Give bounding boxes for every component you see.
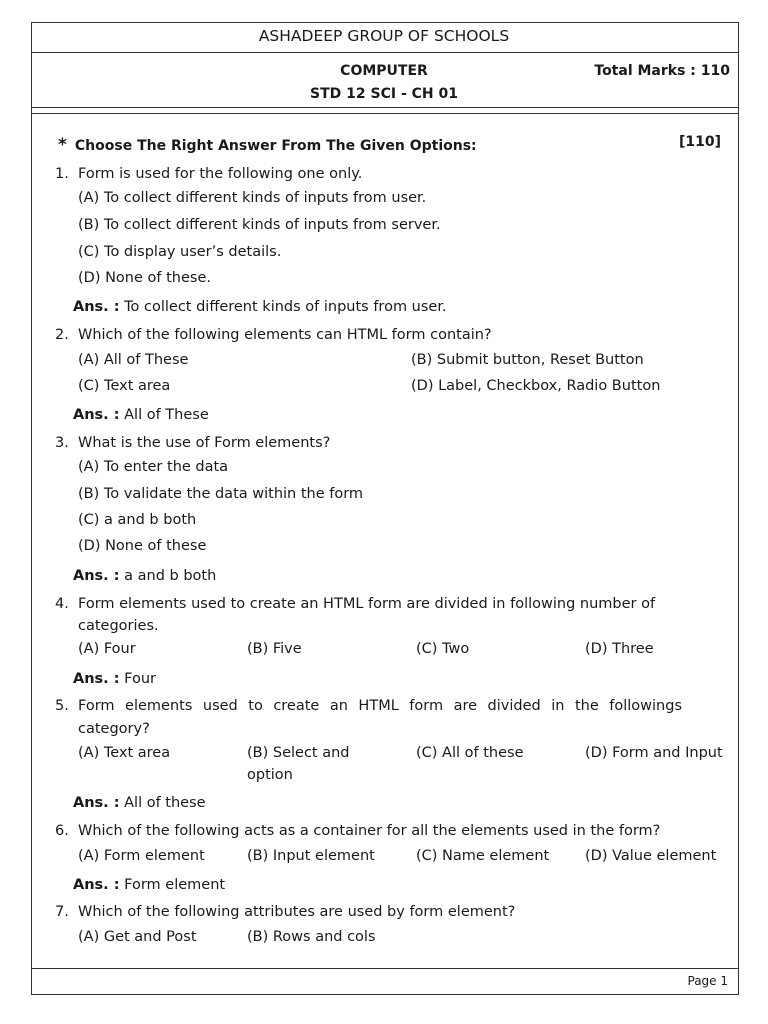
- option-d: (D) None of these.: [78, 270, 211, 286]
- option-a: (A) To collect different kinds of inputs from user.: [78, 190, 427, 206]
- answer-label: Ans. :: [73, 299, 120, 315]
- option-c: (C) All of these: [416, 745, 524, 761]
- answer-line: [73, 407, 209, 423]
- answer-label: Ans. :: [73, 877, 120, 893]
- option-a: (A) Text area: [78, 745, 171, 761]
- option-a: (A) All of These: [78, 352, 189, 368]
- question-number: 2.: [55, 327, 69, 343]
- header-divider-top: [31, 52, 739, 53]
- standard-chapter: STD 12 SCI - CH 01: [310, 86, 458, 102]
- answer-label: Ans. :: [73, 407, 120, 423]
- option-c: (C) Name element: [416, 848, 550, 864]
- question-number: 1.: [55, 166, 69, 182]
- answer-line: [73, 671, 156, 687]
- answer-line: [73, 795, 206, 811]
- option-c: (C) To display user’s details.: [78, 244, 282, 260]
- question-text-line-2: categories.: [78, 618, 159, 634]
- answer-text: All of These: [124, 407, 209, 423]
- question-text: Which of the following attributes are used by form element?: [78, 904, 516, 920]
- answer-line: [73, 568, 216, 584]
- option-b: (B) Submit button, Reset Button: [411, 352, 644, 368]
- option-b: (B) To validate the data within the form: [78, 486, 364, 502]
- answer-text: Four: [124, 671, 156, 687]
- option-b: (B) Five: [247, 641, 302, 657]
- answer-label: Ans. :: [73, 795, 120, 811]
- answer-text: Form element: [124, 877, 226, 893]
- section-marks: [110]: [678, 134, 721, 150]
- question-text: What is the use of Form elements?: [78, 435, 331, 451]
- instruction-heading: [58, 135, 477, 155]
- answer-line: [73, 877, 225, 893]
- answer-text: All of these: [124, 795, 206, 811]
- question-text: Which of the following acts as a container for all the elements used in the form?: [78, 823, 661, 839]
- header-divider-1: [31, 107, 739, 108]
- option-d: (D) Value element: [585, 848, 717, 864]
- question-text-line-1: Form elements used to create an HTML form are divided in the followings: [78, 698, 682, 714]
- option-c: (C) Two: [416, 641, 470, 657]
- option-b: (B) Input element: [247, 848, 375, 864]
- answer-label: Ans. :: [73, 671, 120, 687]
- footer-divider: [31, 968, 739, 969]
- answer-label: Ans. :: [73, 568, 120, 584]
- option-d: (D) None of these: [78, 538, 207, 554]
- page-number: Page 1: [687, 974, 728, 988]
- option-d: (D) Three: [585, 641, 654, 657]
- question-number: 4.: [55, 596, 69, 612]
- question-number: 6.: [55, 823, 69, 839]
- question-number: 7.: [55, 904, 69, 920]
- option-a: (A) To enter the data: [78, 459, 229, 475]
- question-text-line-2: category?: [78, 721, 150, 737]
- option-b: (B) Select and: [247, 745, 350, 761]
- question-text: Form is used for the following one only.: [78, 166, 363, 182]
- subject-title: COMPUTER: [340, 63, 428, 79]
- option-c: (C) a and b both: [78, 512, 197, 528]
- question-text: Which of the following elements can HTML form contain?: [78, 327, 492, 343]
- option-d: (D) Label, Checkbox, Radio Button: [411, 378, 661, 394]
- school-name: ASHADEEP GROUP OF SCHOOLS: [258, 27, 510, 45]
- option-d: (D) Form and Input: [585, 745, 723, 761]
- option-b: (B) To collect different kinds of inputs from server.: [78, 217, 441, 233]
- option-a: (A) Get and Post: [78, 929, 197, 945]
- option-c: (C) Text area: [78, 378, 171, 394]
- question-number: 5.: [55, 698, 69, 714]
- answer-text: To collect different kinds of inputs from user.: [124, 299, 447, 315]
- option-a: (A) Four: [78, 641, 136, 657]
- question-text-line-1: Form elements used to create an HTML form are divided in following number of: [78, 596, 656, 612]
- option-a: (A) Form element: [78, 848, 205, 864]
- answer-text: a and b both: [124, 568, 217, 584]
- instruction-text: Choose The Right Answer From The Given Options:: [74, 138, 477, 154]
- question-number: 3.: [55, 435, 69, 451]
- answer-line: [73, 299, 447, 315]
- option-b: (B) Rows and cols: [247, 929, 376, 945]
- star-bullet: *: [58, 135, 67, 155]
- option-b-line-2: option: [247, 767, 293, 783]
- total-marks: Total Marks : 110: [594, 63, 730, 79]
- header-divider-2: [31, 113, 739, 114]
